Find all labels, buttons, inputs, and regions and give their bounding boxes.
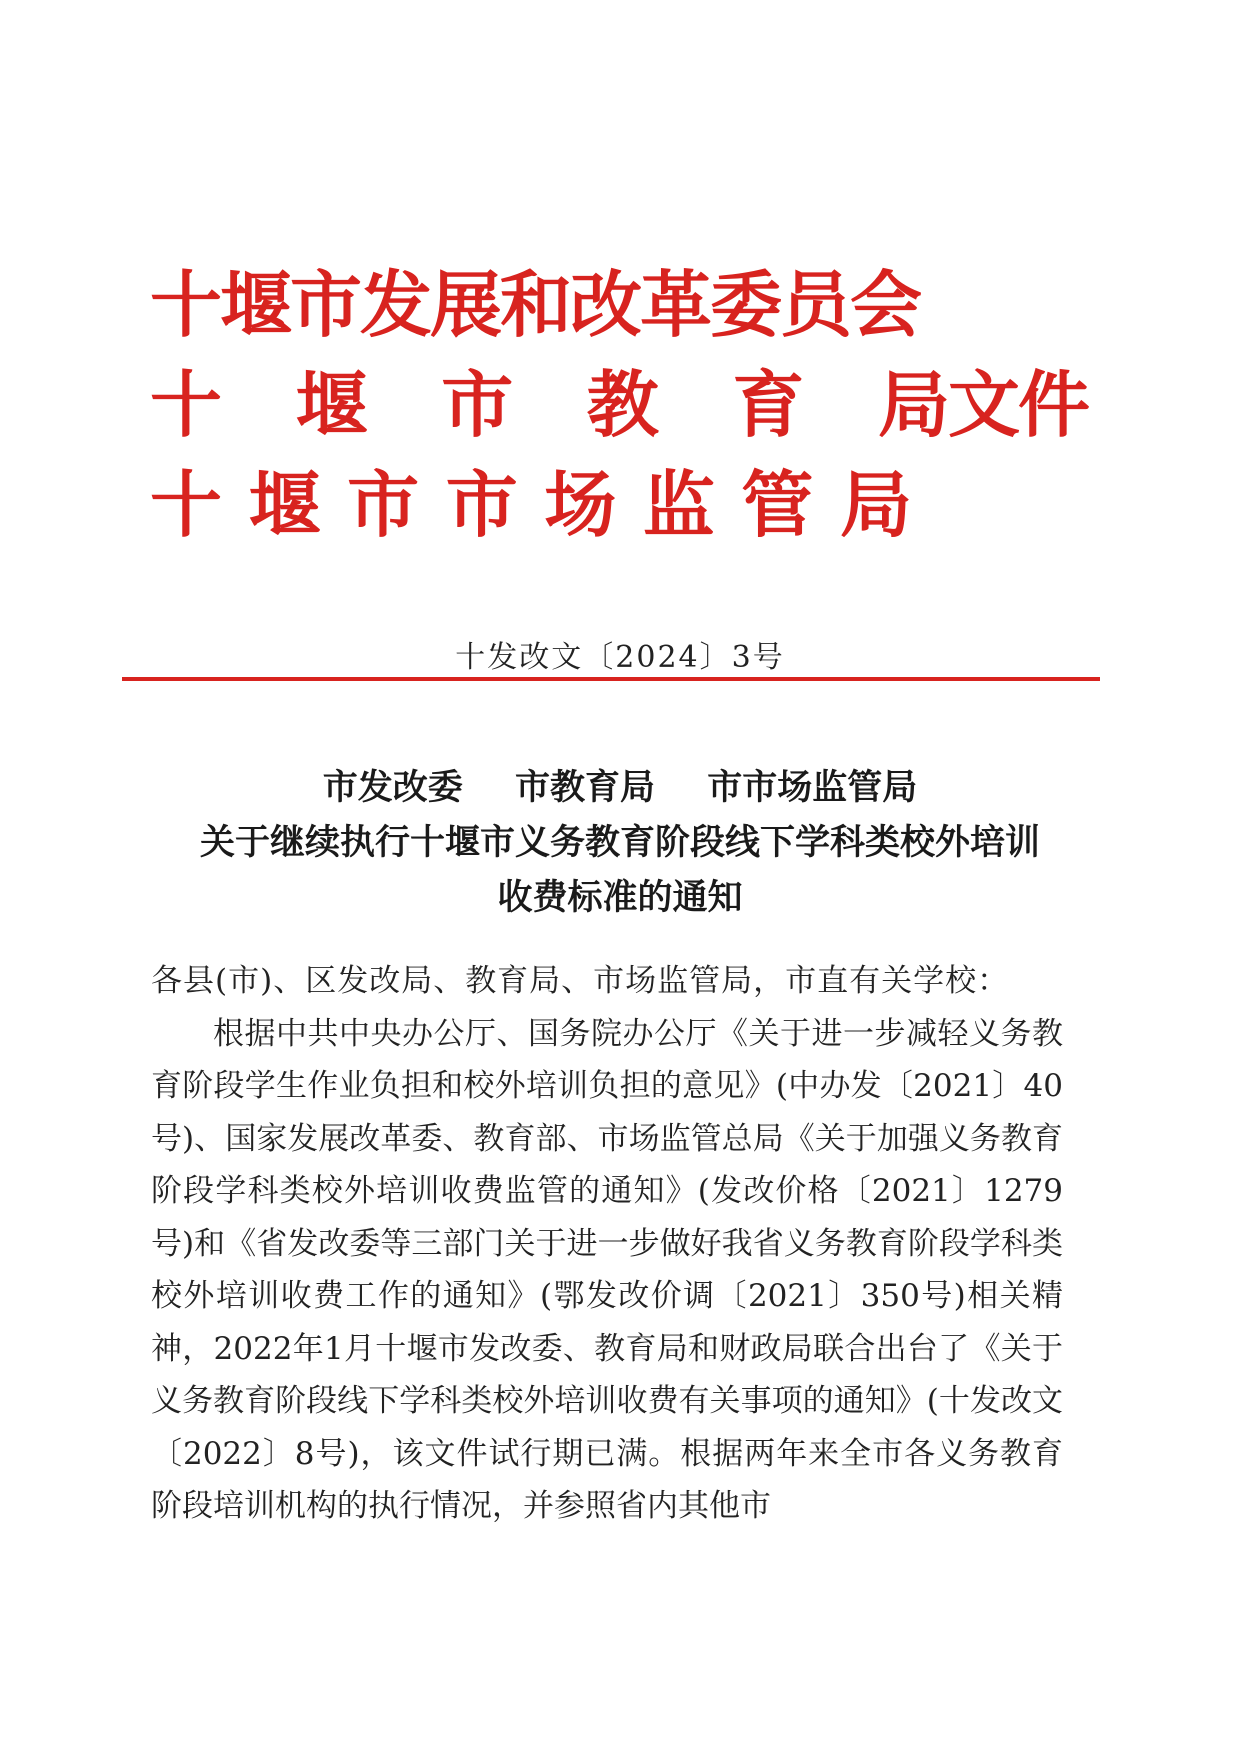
masthead-line-3-char: 市: [347, 462, 420, 547]
salutation: 各县(市)、区发改局、教育局、市场监管局，市直有关学校：: [151, 963, 1010, 999]
masthead-line-2-char: 市: [441, 362, 514, 447]
document-number: 十发改文〔2024〕3号: [455, 640, 785, 675]
document-body: [151, 955, 1063, 1533]
title-line-3: 收费标准的通知: [497, 877, 743, 918]
red-separator-line: [122, 677, 1100, 681]
title-line-2: 关于继续执行十堰市义务教育阶段线下学科类校外培训: [199, 822, 1040, 863]
masthead-line-2: [150, 355, 1088, 455]
masthead-line-1: 十堰市发展和改革委员会: [150, 262, 921, 347]
title-agency: 市市场监管局: [707, 767, 918, 808]
red-masthead: [150, 255, 1090, 555]
masthead-line-3-char: 管: [741, 462, 814, 547]
title-agency: 市发改委: [322, 767, 463, 808]
title-agencies: [0, 760, 1240, 815]
masthead-line-3-char: 场: [544, 462, 617, 547]
masthead-line-2-char: 教: [586, 362, 659, 447]
masthead-line-2-char: 堰: [295, 362, 368, 447]
body-paragraph: 根据中共中央办公厅、国务院办公厅《关于进一步减轻义务教育阶段学生作业负担和校外培训负担的意见》(中办发〔2021〕40号)、国家发展改革委、教育部、市场监管总局《关于加强义务教育阶段学科类校外培训收费监管的通知》(发改价格〔2021〕1279号)和《省发改委等三部门关于进一步做好我省义务教育阶段学科类校外培训收费工作的通知》(鄂发改价调〔2021〕350号)相关精神，2022年1月十堰市发改委、教育局和财政局联合出台了《关于义务教育阶段线下学科类校外培训收费有关事项的通知》(十发改文〔2022〕8号)，该文件试行期已满。根据两年来全市各义务教育阶段培训机构的执行情况，并参照省内其他市: [151, 1015, 1063, 1524]
masthead-line-3-char: 市: [445, 462, 518, 547]
masthead-line-2-char: 育: [732, 362, 805, 447]
masthead-line-3: [150, 455, 912, 555]
masthead-line-3-char: 局: [839, 462, 912, 547]
title-agency: 市教育局: [514, 767, 655, 808]
masthead-line-3-char: 十: [150, 462, 223, 547]
masthead-line-3-char: 监: [642, 462, 715, 547]
document-title: [0, 760, 1240, 925]
masthead-line-3-char: 堰: [248, 462, 321, 547]
masthead-line-2-char: 十: [150, 362, 223, 447]
masthead-line-2-char: 局文件: [877, 362, 1088, 447]
